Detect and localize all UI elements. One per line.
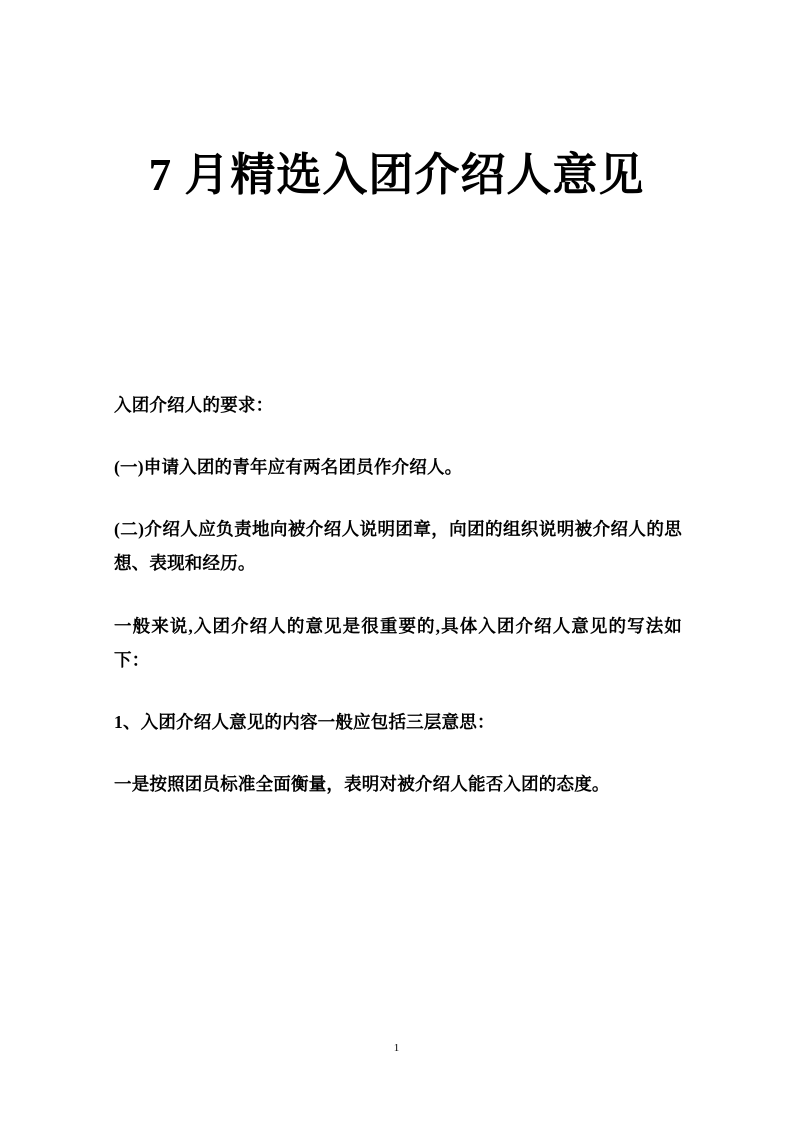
paragraph-1: 入团介绍人的要求：: [114, 395, 274, 415]
page-number: 1: [393, 1042, 400, 1054]
paragraph-4: 一般来说,入团介绍人的意见是很重要的,具体入团介绍人意见的写法如下：: [114, 615, 682, 670]
paragraph-2: (一)申请入团的青年应有两名团员作介绍人。: [114, 457, 463, 478]
paragraph-6: 一是按照团员标准全面衡量，表明对被介绍人能否入团的态度。: [114, 773, 610, 794]
document-body: [114, 388, 682, 801]
paragraph-3: (二)介绍人应负责地向被介绍人说明团章，向团的组织说明被介绍人的思想、表现和经历。: [114, 519, 682, 574]
paragraph-5: 1、入团介绍人意见的内容一般应包括三层意思：: [114, 711, 495, 732]
page-title: 7 月精选入团介绍人意见: [148, 150, 645, 201]
